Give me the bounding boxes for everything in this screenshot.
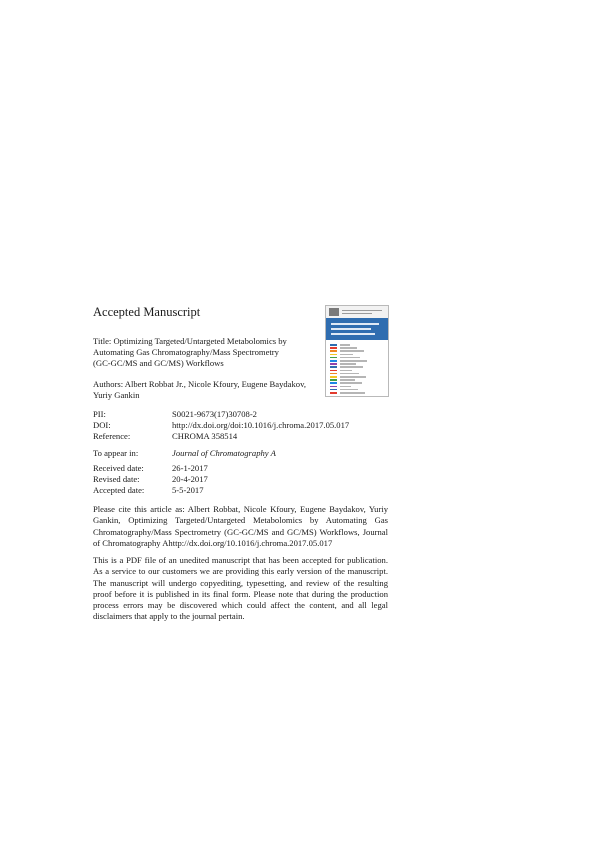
identifier-table [93,409,349,443]
revised-row [93,474,208,485]
cover-color-tick [330,366,337,368]
cover-text-line [340,382,362,384]
cover-text-line [340,344,350,346]
cover-header-line [342,310,382,311]
doi-row [93,420,349,431]
cover-text-line [340,392,365,394]
appear-label: To appear in: [93,448,139,458]
cover-color-tick [330,363,337,365]
cover-color-tick [330,360,337,362]
authors-line: Authors: Albert Robbat Jr., Nicole Kfoury, Eugene Baydakov, [93,379,306,389]
cover-color-tick [330,344,337,346]
cover-color-tick [330,376,337,378]
cover-color-tick [330,357,337,359]
received-row [93,463,208,474]
cover-color-tick [330,350,337,352]
received-value: 26-1-2017 [172,463,208,473]
cover-text-line [340,360,367,362]
reference-row [93,431,349,442]
received-label: Received date: [93,463,144,473]
cover-text-line [340,354,353,356]
cover-color-tick [330,354,337,356]
cover-text-line [340,363,356,365]
pii-label: PII: [93,409,106,419]
cover-text-line [340,386,351,388]
title-line: Automating Gas Chromatography/Mass Spectrometry [93,347,279,358]
accepted-value: 5-5-2017 [172,485,204,496]
cover-header-line [342,313,372,314]
pii-value: S0021-9673(17)30708-2 [172,409,257,419]
cover-text-line [340,376,366,378]
citation-paragraph: Please cite this article as: Albert Robbat, Nicole Kfoury, Eugene Baydakov, Yuriy Gankin, Optimizing Targeted/Untargeted Metabolomics by Automating Gas Chromatography/Mass Spectrometry (GC-GC/MS and GC/MS) Workflows, Journal of Chromatography Ahttp://dx.doi.org/10.1016/j.chroma.2017.05.017 [93,504,388,548]
cover-color-tick [330,370,337,372]
cover-band-line [331,333,375,335]
journal-cover-image [325,305,389,397]
manuscript-title [93,336,313,370]
page-heading: Accepted Manuscript [93,305,201,319]
appear-in-table [93,448,276,459]
manuscript-authors [93,379,333,401]
accepted-row [93,485,208,496]
cover-color-tick [330,373,337,375]
cover-text-line [340,347,357,349]
cover-text-line [340,350,364,352]
authors-line: Yuriy Gankin [93,390,140,401]
journal-name: Journal of Chromatography A [172,448,276,458]
publisher-logo [329,308,339,316]
pii-row [93,409,349,420]
accepted-label: Accepted date: [93,485,145,496]
cover-text-line [340,370,352,372]
dates-table [93,463,208,497]
cover-band-line [331,328,371,330]
cover-text-line [340,366,363,368]
cover-color-tick [330,347,337,349]
doi-link[interactable]: http://dx.doi.org/doi:10.1016/j.chroma.2017.05.017 [172,420,350,431]
cover-text-line [340,357,360,359]
cover-text-line [340,379,355,381]
title-line: (GC-GC/MS and GC/MS) Workflows [93,358,224,369]
revised-value: 20-4-2017 [172,474,208,485]
cover-text-line [340,373,359,375]
cover-text-line [340,389,358,391]
doi-label: DOI: [93,420,111,431]
reference-label: Reference: [93,431,131,442]
appear-row [93,448,276,459]
title-line: Title: Optimizing Targeted/Untargeted Metabolomics by [93,336,287,346]
disclaimer-paragraph: This is a PDF file of an unedited manuscript that has been accepted for publication. As a service to our customers we are providing this early version of the manuscript. The manuscript will undergo copyediting, typesetting, and review of the resulting proof before it is published in its final form. Please note that during the production process errors may be discovered which could affect the content, and all legal disclaimers that apply to the journal pertain. [93,555,388,622]
cover-band-line [331,323,379,325]
revised-label: Revised date: [93,474,140,485]
reference-value: CHROMA 358514 [172,431,238,442]
